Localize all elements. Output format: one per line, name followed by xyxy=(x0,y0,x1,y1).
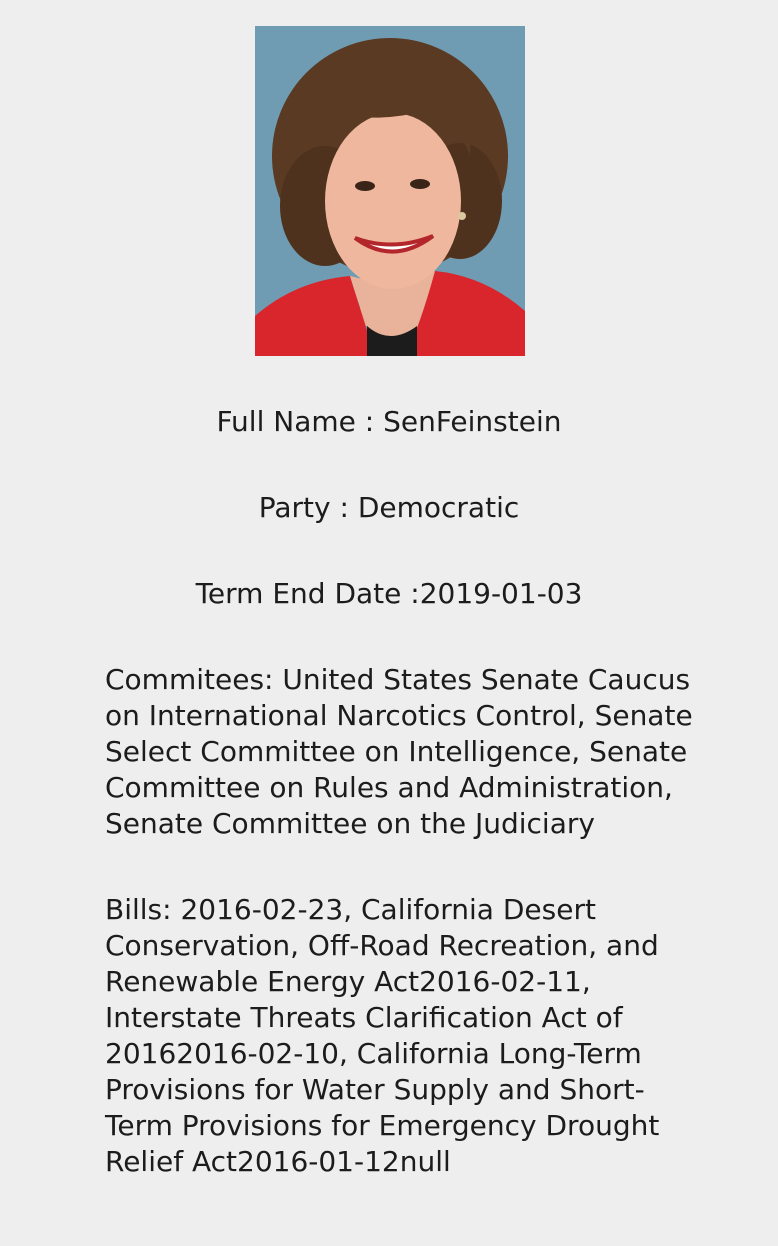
bills-text xyxy=(105,892,705,1180)
bills-line: 20162016-02-10, California Long-Term xyxy=(105,1037,642,1070)
full-name-label: Full Name : SenFeinstein xyxy=(216,405,562,438)
committees-line: Select Committee on Intelligence, Senate xyxy=(105,735,688,768)
term-end-date-label: Term End Date :2019-01-03 xyxy=(195,577,583,610)
bills-line: Relief Act2016-01-12null xyxy=(105,1145,451,1178)
portrait-illustration xyxy=(255,26,525,356)
bills-line: Renewable Energy Act2016-02-11, xyxy=(105,965,591,998)
bills-line: Conservation, Off-Road Recreation, and xyxy=(105,929,659,962)
committees-line: Senate Committee on the Judiciary xyxy=(105,807,595,840)
party-label: Party : Democratic xyxy=(258,491,520,524)
member-photo xyxy=(255,26,525,356)
bills-line: Term Provisions for Emergency Drought xyxy=(105,1109,660,1142)
bills-line: Bills: 2016-02-23, California Desert xyxy=(105,893,596,926)
bills-line: Provisions for Water Supply and Short- xyxy=(105,1073,645,1106)
committees-line: on International Narcotics Control, Senate xyxy=(105,699,693,732)
committees-line: Commitees: United States Senate Caucus xyxy=(105,663,691,696)
committees-text xyxy=(105,662,705,842)
committees-line: Committee on Rules and Administration, xyxy=(105,771,673,804)
bills-line: Interstate Threats Clarification Act of xyxy=(105,1001,623,1034)
